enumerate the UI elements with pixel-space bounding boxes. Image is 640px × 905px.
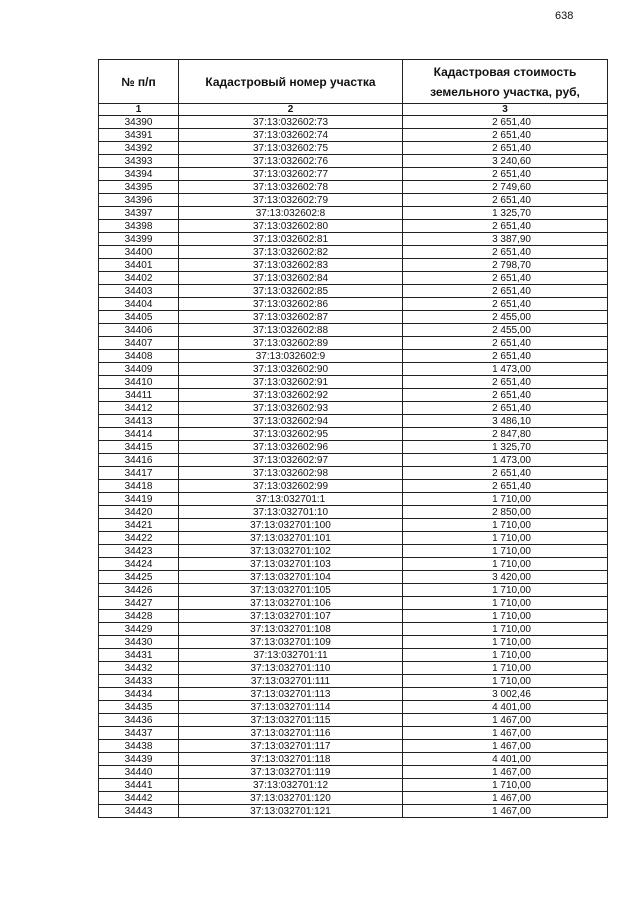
- cadastral-number-cell: 37:13:032602:95: [179, 428, 403, 441]
- table-row: [99, 129, 608, 142]
- cadastral-number-cell: 37:13:032602:98: [179, 467, 403, 480]
- row-number-cell: 34398: [99, 220, 179, 233]
- header-cadastral-number: Кадастровый номер участка: [179, 60, 403, 104]
- row-number-cell: 34434: [99, 688, 179, 701]
- cadastral-value-cell: 2 651,40: [403, 350, 608, 363]
- table-row: [99, 155, 608, 168]
- cadastral-value-cell: 1 710,00: [403, 649, 608, 662]
- page-number: 638: [555, 10, 574, 22]
- row-number-cell: 34417: [99, 467, 179, 480]
- row-number-cell: 34419: [99, 493, 179, 506]
- cadastral-value-cell: 2 651,40: [403, 285, 608, 298]
- cadastral-number-cell: 37:13:032602:75: [179, 142, 403, 155]
- table-row: [99, 636, 608, 649]
- column-number-1: 1: [99, 104, 179, 116]
- cadastral-value-cell: 1 710,00: [403, 545, 608, 558]
- cadastral-number-cell: 37:13:032701:106: [179, 597, 403, 610]
- cadastral-number-cell: 37:13:032602:78: [179, 181, 403, 194]
- row-number-cell: 34431: [99, 649, 179, 662]
- cadastral-number-cell: 37:13:032701:12: [179, 779, 403, 792]
- row-number-cell: 34442: [99, 792, 179, 805]
- cadastral-number-cell: 37:13:032701:108: [179, 623, 403, 636]
- table-row: [99, 168, 608, 181]
- table-row: [99, 363, 608, 376]
- cadastral-value-cell: 3 486,10: [403, 415, 608, 428]
- row-number-cell: 34422: [99, 532, 179, 545]
- table-row: [99, 194, 608, 207]
- cadastral-number-cell: 37:13:032701:11: [179, 649, 403, 662]
- cadastral-number-cell: 37:13:032602:88: [179, 324, 403, 337]
- cadastral-number-cell: 37:13:032701:119: [179, 766, 403, 779]
- cadastral-value-cell: 2 850,00: [403, 506, 608, 519]
- table-row: [99, 337, 608, 350]
- cadastral-number-cell: 37:13:032701:107: [179, 610, 403, 623]
- cadastral-value-cell: 2 651,40: [403, 298, 608, 311]
- table-row: [99, 246, 608, 259]
- cadastral-number-cell: 37:13:032701:100: [179, 519, 403, 532]
- cadastral-value-cell: 2 455,00: [403, 311, 608, 324]
- row-number-cell: 34440: [99, 766, 179, 779]
- cadastral-number-cell: 37:13:032602:96: [179, 441, 403, 454]
- row-number-cell: 34394: [99, 168, 179, 181]
- cadastral-number-cell: 37:13:032701:121: [179, 805, 403, 818]
- table-row: [99, 311, 608, 324]
- table-row: [99, 350, 608, 363]
- row-number-cell: 34427: [99, 597, 179, 610]
- table-row: [99, 571, 608, 584]
- table-row: [99, 584, 608, 597]
- row-number-cell: 34426: [99, 584, 179, 597]
- row-number-cell: 34430: [99, 636, 179, 649]
- cadastral-number-cell: 37:13:032701:115: [179, 714, 403, 727]
- row-number-cell: 34411: [99, 389, 179, 402]
- cadastral-value-cell: 2 651,40: [403, 376, 608, 389]
- cadastral-value-cell: 1 473,00: [403, 454, 608, 467]
- cadastral-value-cell: 2 651,40: [403, 220, 608, 233]
- table-row: [99, 545, 608, 558]
- cadastral-number-cell: 37:13:032602:81: [179, 233, 403, 246]
- cadastral-number-cell: 37:13:032602:9: [179, 350, 403, 363]
- cadastral-number-cell: 37:13:032602:87: [179, 311, 403, 324]
- row-number-cell: 34424: [99, 558, 179, 571]
- table-row: [99, 597, 608, 610]
- table-row: [99, 272, 608, 285]
- table-row: [99, 454, 608, 467]
- row-number-cell: 34412: [99, 402, 179, 415]
- cadastral-value-cell: 1 710,00: [403, 519, 608, 532]
- table-row: [99, 701, 608, 714]
- cadastral-value-cell: 3 387,90: [403, 233, 608, 246]
- cadastral-number-cell: 37:13:032602:86: [179, 298, 403, 311]
- row-number-cell: 34414: [99, 428, 179, 441]
- row-number-cell: 34428: [99, 610, 179, 623]
- cadastral-number-cell: 37:13:032602:93: [179, 402, 403, 415]
- cadastral-value-cell: 2 651,40: [403, 337, 608, 350]
- table-row: [99, 233, 608, 246]
- cadastral-number-cell: 37:13:032701:117: [179, 740, 403, 753]
- cadastral-number-cell: 37:13:032602:90: [179, 363, 403, 376]
- row-number-cell: 34435: [99, 701, 179, 714]
- table-row: [99, 142, 608, 155]
- cadastral-value-cell: 1 710,00: [403, 584, 608, 597]
- table-row: [99, 259, 608, 272]
- table-row: [99, 285, 608, 298]
- cadastral-value-cell: 2 651,40: [403, 194, 608, 207]
- cadastral-value-cell: 2 651,40: [403, 142, 608, 155]
- cadastral-number-cell: 37:13:032701:102: [179, 545, 403, 558]
- cadastral-value-cell: 1 710,00: [403, 675, 608, 688]
- cadastral-number-cell: 37:13:032602:99: [179, 480, 403, 493]
- header-cadastral-value: Кадастровая стоимость земельного участка, руб,: [403, 60, 608, 104]
- row-number-cell: 34401: [99, 259, 179, 272]
- cadastral-number-cell: 37:13:032602:84: [179, 272, 403, 285]
- row-number-cell: 34404: [99, 298, 179, 311]
- row-number-cell: 34420: [99, 506, 179, 519]
- table-row: [99, 766, 608, 779]
- cadastral-number-cell: 37:13:032602:73: [179, 116, 403, 129]
- table-row: [99, 805, 608, 818]
- row-number-cell: 34413: [99, 415, 179, 428]
- cadastral-number-cell: 37:13:032701:105: [179, 584, 403, 597]
- cadastral-value-cell: 3 002,46: [403, 688, 608, 701]
- table-row: [99, 441, 608, 454]
- cadastral-number-cell: 37:13:032602:83: [179, 259, 403, 272]
- cadastral-value-cell: 1 710,00: [403, 779, 608, 792]
- header-row-number: № п/п: [99, 60, 179, 104]
- cadastral-value-cell: 2 798,70: [403, 259, 608, 272]
- cadastral-number-cell: 37:13:032602:76: [179, 155, 403, 168]
- cadastral-value-cell: 2 651,40: [403, 116, 608, 129]
- cadastral-value-cell: 2 455,00: [403, 324, 608, 337]
- row-number-cell: 34397: [99, 207, 179, 220]
- table-row: [99, 675, 608, 688]
- table-row: [99, 415, 608, 428]
- table-row: [99, 428, 608, 441]
- table-row: [99, 207, 608, 220]
- table-row: [99, 610, 608, 623]
- row-number-cell: 34402: [99, 272, 179, 285]
- table-row: [99, 792, 608, 805]
- cadastral-number-cell: 37:13:032602:82: [179, 246, 403, 259]
- cadastral-value-cell: 1 710,00: [403, 558, 608, 571]
- cadastral-number-cell: 37:13:032701:110: [179, 662, 403, 675]
- cadastral-number-cell: 37:13:032701:103: [179, 558, 403, 571]
- table-row: [99, 727, 608, 740]
- cadastral-value-cell: 2 651,40: [403, 272, 608, 285]
- row-number-cell: 34399: [99, 233, 179, 246]
- cadastral-value-cell: 3 420,00: [403, 571, 608, 584]
- table-row: [99, 714, 608, 727]
- cadastral-value-cell: 1 467,00: [403, 714, 608, 727]
- row-number-cell: 34408: [99, 350, 179, 363]
- cadastral-value-cell: 2 651,40: [403, 129, 608, 142]
- table-row: [99, 480, 608, 493]
- table-row: [99, 532, 608, 545]
- cadastral-value-cell: 4 401,00: [403, 753, 608, 766]
- cadastral-value-table: [98, 59, 608, 818]
- cadastral-number-cell: 37:13:032701:114: [179, 701, 403, 714]
- cadastral-number-cell: 37:13:032602:92: [179, 389, 403, 402]
- row-number-cell: 34421: [99, 519, 179, 532]
- row-number-cell: 34410: [99, 376, 179, 389]
- column-number-3: 3: [403, 104, 608, 116]
- cadastral-value-cell: 4 401,00: [403, 701, 608, 714]
- cadastral-value-cell: 2 651,40: [403, 480, 608, 493]
- cadastral-value-cell: 1 467,00: [403, 727, 608, 740]
- row-number-cell: 34425: [99, 571, 179, 584]
- row-number-cell: 34390: [99, 116, 179, 129]
- table-row: [99, 688, 608, 701]
- cadastral-value-cell: 1 467,00: [403, 740, 608, 753]
- cadastral-value-cell: 1 710,00: [403, 662, 608, 675]
- row-number-cell: 34432: [99, 662, 179, 675]
- row-number-cell: 34406: [99, 324, 179, 337]
- cadastral-number-cell: 37:13:032602:80: [179, 220, 403, 233]
- row-number-cell: 34393: [99, 155, 179, 168]
- row-number-cell: 34438: [99, 740, 179, 753]
- cadastral-number-cell: 37:13:032602:74: [179, 129, 403, 142]
- table-row: [99, 298, 608, 311]
- cadastral-value-cell: 2 651,40: [403, 389, 608, 402]
- cadastral-value-cell: 1 710,00: [403, 636, 608, 649]
- table-row: [99, 740, 608, 753]
- table-row: [99, 506, 608, 519]
- table-row: [99, 116, 608, 129]
- row-number-cell: 34409: [99, 363, 179, 376]
- row-number-cell: 34405: [99, 311, 179, 324]
- cadastral-value-cell: 1 710,00: [403, 610, 608, 623]
- cadastral-number-cell: 37:13:032602:94: [179, 415, 403, 428]
- cadastral-value-cell: 1 467,00: [403, 766, 608, 779]
- row-number-cell: 34439: [99, 753, 179, 766]
- table-row: [99, 519, 608, 532]
- cadastral-value-cell: 2 749,60: [403, 181, 608, 194]
- table-header: [99, 60, 608, 116]
- cadastral-number-cell: 37:13:032701:116: [179, 727, 403, 740]
- cadastral-number-cell: 37:13:032701:118: [179, 753, 403, 766]
- cadastral-number-cell: 37:13:032602:97: [179, 454, 403, 467]
- row-number-cell: 34395: [99, 181, 179, 194]
- cadastral-value-cell: 2 651,40: [403, 467, 608, 480]
- cadastral-value-cell: 3 240,60: [403, 155, 608, 168]
- table-row: [99, 324, 608, 337]
- cadastral-value-cell: 1 467,00: [403, 792, 608, 805]
- table-row: [99, 376, 608, 389]
- table-row: [99, 181, 608, 194]
- table-row: [99, 662, 608, 675]
- cadastral-number-cell: 37:13:032701:120: [179, 792, 403, 805]
- cadastral-number-cell: 37:13:032701:10: [179, 506, 403, 519]
- cadastral-number-cell: 37:13:032602:79: [179, 194, 403, 207]
- table-row: [99, 753, 608, 766]
- cadastral-number-cell: 37:13:032701:113: [179, 688, 403, 701]
- cadastral-value-cell: 2 847,80: [403, 428, 608, 441]
- cadastral-value-cell: 1 325,70: [403, 207, 608, 220]
- cadastral-value-cell: 1 325,70: [403, 441, 608, 454]
- row-number-cell: 34418: [99, 480, 179, 493]
- row-number-cell: 34436: [99, 714, 179, 727]
- row-number-cell: 34437: [99, 727, 179, 740]
- row-number-cell: 34441: [99, 779, 179, 792]
- cadastral-value-cell: 2 651,40: [403, 246, 608, 259]
- cadastral-value-cell: 2 651,40: [403, 168, 608, 181]
- cadastral-number-cell: 37:13:032701:101: [179, 532, 403, 545]
- column-number-2: 2: [179, 104, 403, 116]
- table-row: [99, 558, 608, 571]
- row-number-cell: 34400: [99, 246, 179, 259]
- cadastral-value-cell: 1 710,00: [403, 532, 608, 545]
- cadastral-number-cell: 37:13:032602:77: [179, 168, 403, 181]
- cadastral-value-cell: 1 710,00: [403, 493, 608, 506]
- cadastral-value-cell: 1 473,00: [403, 363, 608, 376]
- table-row: [99, 779, 608, 792]
- table-row: [99, 220, 608, 233]
- row-number-cell: 34407: [99, 337, 179, 350]
- cadastral-number-cell: 37:13:032602:89: [179, 337, 403, 350]
- row-number-cell: 34403: [99, 285, 179, 298]
- table-row: [99, 467, 608, 480]
- row-number-cell: 34396: [99, 194, 179, 207]
- table-body: [99, 116, 608, 818]
- table-row: [99, 649, 608, 662]
- table-row: [99, 402, 608, 415]
- cadastral-number-cell: 37:13:032701:111: [179, 675, 403, 688]
- cadastral-number-cell: 37:13:032701:109: [179, 636, 403, 649]
- cadastral-value-cell: 1 467,00: [403, 805, 608, 818]
- cadastral-value-cell: 1 710,00: [403, 623, 608, 636]
- cadastral-number-cell: 37:13:032602:8: [179, 207, 403, 220]
- cadastral-number-cell: 37:13:032701:104: [179, 571, 403, 584]
- cadastral-number-cell: 37:13:032701:1: [179, 493, 403, 506]
- table-row: [99, 623, 608, 636]
- table-row: [99, 493, 608, 506]
- row-number-cell: 34391: [99, 129, 179, 142]
- row-number-cell: 34416: [99, 454, 179, 467]
- row-number-cell: 34415: [99, 441, 179, 454]
- row-number-cell: 34392: [99, 142, 179, 155]
- table-row: [99, 389, 608, 402]
- cadastral-number-cell: 37:13:032602:85: [179, 285, 403, 298]
- row-number-cell: 34443: [99, 805, 179, 818]
- cadastral-value-cell: 2 651,40: [403, 402, 608, 415]
- row-number-cell: 34433: [99, 675, 179, 688]
- row-number-cell: 34429: [99, 623, 179, 636]
- cadastral-number-cell: 37:13:032602:91: [179, 376, 403, 389]
- row-number-cell: 34423: [99, 545, 179, 558]
- cadastral-value-cell: 1 710,00: [403, 597, 608, 610]
